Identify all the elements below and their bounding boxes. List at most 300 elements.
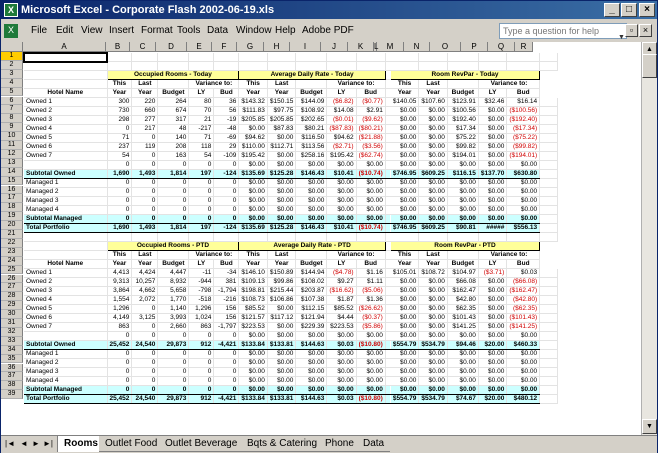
header-ly[interactable]: LY xyxy=(327,260,356,269)
value-cell[interactable]: $0.00 xyxy=(447,206,478,215)
hotel-name-cell[interactable]: Subtotal Owned xyxy=(24,170,107,179)
header-year[interactable]: Year xyxy=(132,89,158,98)
value-cell[interactable]: $0.00 xyxy=(478,161,507,170)
value-cell[interactable]: $133.84 xyxy=(239,395,268,404)
value-cell[interactable]: ($9.62) xyxy=(356,116,385,125)
row-header-36[interactable]: 36 xyxy=(1,364,23,373)
value-cell[interactable]: $0.00 xyxy=(478,215,507,224)
value-cell[interactable]: ($6.82) xyxy=(327,98,356,107)
value-cell[interactable]: 0 xyxy=(214,368,239,377)
row-header-39[interactable]: 39 xyxy=(1,390,23,399)
value-cell[interactable]: 0 xyxy=(214,161,239,170)
value-cell[interactable]: $0.00 xyxy=(478,116,507,125)
value-cell[interactable]: 0 xyxy=(189,179,214,188)
empty-cell[interactable] xyxy=(507,62,540,71)
value-cell[interactable]: ($62.35) xyxy=(507,305,540,314)
value-cell[interactable]: 24,540 xyxy=(132,395,158,404)
empty-cell[interactable] xyxy=(540,170,558,179)
value-cell[interactable]: 2,660 xyxy=(158,323,189,332)
value-cell[interactable]: $0.00 xyxy=(419,215,448,224)
value-cell[interactable]: ($10.74) xyxy=(356,170,385,179)
value-cell[interactable]: 0 xyxy=(158,377,189,386)
value-cell[interactable]: $0.00 xyxy=(507,359,540,368)
column-header-r[interactable]: R xyxy=(515,42,533,52)
header-variance[interactable]: Variance to: xyxy=(327,80,385,89)
menu-format[interactable]: Format xyxy=(141,25,173,36)
hotel-name-cell[interactable]: Owned 5 xyxy=(24,305,107,314)
header-budget[interactable]: Budget xyxy=(158,260,189,269)
scroll-thumb[interactable] xyxy=(642,54,657,78)
tab-outlet-food[interactable]: Outlet Food xyxy=(99,436,163,452)
value-cell[interactable]: 1,554 xyxy=(107,296,132,305)
empty-cell[interactable] xyxy=(540,395,558,404)
row-header-31[interactable]: 31 xyxy=(1,319,23,328)
row-header-17[interactable]: 17 xyxy=(1,194,23,203)
row-header-3[interactable]: 3 xyxy=(1,70,23,79)
row-header-15[interactable]: 15 xyxy=(1,177,23,186)
header-budget[interactable]: Budget xyxy=(158,89,189,98)
value-cell[interactable]: $146.10 xyxy=(239,269,268,278)
value-cell[interactable]: 1,296 xyxy=(107,305,132,314)
empty-cell[interactable] xyxy=(327,62,356,71)
value-cell[interactable]: $0.00 xyxy=(447,359,478,368)
value-cell[interactable]: $630.80 xyxy=(507,170,540,179)
header-last[interactable]: Last xyxy=(419,251,448,260)
value-cell[interactable]: $0.00 xyxy=(327,206,356,215)
row-header-4[interactable]: 4 xyxy=(1,79,23,88)
value-cell[interactable]: $94.62 xyxy=(239,134,268,143)
value-cell[interactable]: $107.60 xyxy=(419,98,448,107)
value-cell[interactable]: $0.00 xyxy=(447,377,478,386)
value-cell[interactable]: 0 xyxy=(107,188,132,197)
value-cell[interactable]: 118 xyxy=(189,143,214,152)
value-cell[interactable]: $554.79 xyxy=(390,395,419,404)
value-cell[interactable]: $0.00 xyxy=(356,386,385,395)
value-cell[interactable]: $0.00 xyxy=(447,215,478,224)
value-cell[interactable]: $202.65 xyxy=(296,116,327,125)
column-header-p[interactable]: P xyxy=(461,42,488,52)
value-cell[interactable]: $460.33 xyxy=(507,341,540,350)
value-cell[interactable]: $0.00 xyxy=(267,206,296,215)
empty-cell[interactable] xyxy=(24,251,107,260)
value-cell[interactable]: $0.00 xyxy=(267,323,296,332)
empty-cell[interactable] xyxy=(356,233,385,242)
empty-cell[interactable] xyxy=(419,53,448,62)
value-cell[interactable]: 317 xyxy=(158,116,189,125)
row-header-27[interactable]: 27 xyxy=(1,283,23,292)
row-header-2[interactable]: 2 xyxy=(1,61,23,70)
value-cell[interactable]: 0 xyxy=(107,179,132,188)
value-cell[interactable]: 0 xyxy=(158,179,189,188)
row-header-23[interactable]: 23 xyxy=(1,248,23,257)
value-cell[interactable]: $556.13 xyxy=(507,224,540,233)
header-bud[interactable]: Bud xyxy=(356,89,385,98)
value-cell[interactable]: $0.00 xyxy=(390,386,419,395)
value-cell[interactable]: ($162.47) xyxy=(507,287,540,296)
value-cell[interactable]: $0.00 xyxy=(327,188,356,197)
value-cell[interactable]: $0.00 xyxy=(327,161,356,170)
value-cell[interactable]: ($2.71) xyxy=(327,143,356,152)
value-cell[interactable]: $107.38 xyxy=(296,296,327,305)
empty-cell[interactable] xyxy=(540,305,558,314)
value-cell[interactable]: $0.00 xyxy=(267,368,296,377)
value-cell[interactable]: $85.52 xyxy=(327,305,356,314)
empty-cell[interactable] xyxy=(540,287,558,296)
value-cell[interactable]: 0 xyxy=(214,179,239,188)
value-cell[interactable]: $223.53 xyxy=(327,323,356,332)
value-cell[interactable]: -518 xyxy=(189,296,214,305)
value-cell[interactable]: $0.00 xyxy=(327,359,356,368)
value-cell[interactable]: -124 xyxy=(214,170,239,179)
header-budget[interactable]: Budget xyxy=(296,260,327,269)
column-header-b[interactable]: B xyxy=(106,42,130,52)
value-cell[interactable]: $135.69 xyxy=(239,170,268,179)
hotel-name-cell[interactable]: Owned 6 xyxy=(24,314,107,323)
row-header-30[interactable]: 30 xyxy=(1,310,23,319)
value-cell[interactable]: 0 xyxy=(189,332,214,341)
row-header-1[interactable]: 1 xyxy=(1,52,23,61)
value-cell[interactable]: 1,024 xyxy=(189,314,214,323)
value-cell[interactable]: $0.00 xyxy=(239,206,268,215)
value-cell[interactable]: $0.00 xyxy=(390,125,419,134)
value-cell[interactable]: 9,313 xyxy=(107,278,132,287)
value-cell[interactable]: 71 xyxy=(107,134,132,143)
empty-cell[interactable] xyxy=(24,80,107,89)
value-cell[interactable]: 0 xyxy=(132,386,158,395)
empty-cell[interactable] xyxy=(447,62,478,71)
value-cell[interactable]: $0.00 xyxy=(390,359,419,368)
value-cell[interactable]: $0.00 xyxy=(478,107,507,116)
header-this[interactable]: This xyxy=(390,80,419,89)
value-cell[interactable]: 71 xyxy=(189,134,214,143)
header-year[interactable]: Year xyxy=(419,260,448,269)
value-cell[interactable]: $1.16 xyxy=(356,269,385,278)
value-cell[interactable]: $0.00 xyxy=(478,287,507,296)
value-cell[interactable]: $0.00 xyxy=(478,278,507,287)
value-cell[interactable]: $0.00 xyxy=(419,134,448,143)
value-cell[interactable]: $0.00 xyxy=(390,377,419,386)
value-cell[interactable]: $0.00 xyxy=(419,161,448,170)
hotel-name-cell[interactable]: Owned 1 xyxy=(24,98,107,107)
hotel-name-cell[interactable]: Owned 5 xyxy=(24,134,107,143)
value-cell[interactable]: $205.85 xyxy=(239,116,268,125)
value-cell[interactable]: $215.44 xyxy=(267,287,296,296)
value-cell[interactable]: 0 xyxy=(189,377,214,386)
empty-cell[interactable] xyxy=(327,53,356,62)
value-cell[interactable]: $0.00 xyxy=(419,152,448,161)
value-cell[interactable]: $198.81 xyxy=(239,287,268,296)
value-cell[interactable]: $0.00 xyxy=(390,107,419,116)
value-cell[interactable]: 1,493 xyxy=(132,224,158,233)
value-cell[interactable]: $0.00 xyxy=(507,332,540,341)
value-cell[interactable]: $62.35 xyxy=(447,305,478,314)
empty-cell[interactable] xyxy=(540,197,558,206)
value-cell[interactable]: 3,125 xyxy=(132,314,158,323)
header-variance[interactable]: Variance to: xyxy=(189,251,239,260)
minimize-button[interactable]: _ xyxy=(604,3,620,17)
row-header-10[interactable]: 10 xyxy=(1,132,23,141)
value-cell[interactable]: 197 xyxy=(189,170,214,179)
value-cell[interactable]: $0.00 xyxy=(419,350,448,359)
header-budget[interactable]: Budget xyxy=(447,260,478,269)
column-header-f[interactable]: F xyxy=(212,42,237,52)
value-cell[interactable]: $14.08 xyxy=(327,107,356,116)
header-bud[interactable]: Bud xyxy=(507,260,540,269)
value-cell[interactable]: $0.00 xyxy=(390,134,419,143)
value-cell[interactable]: $0.00 xyxy=(447,161,478,170)
value-cell[interactable]: $0.00 xyxy=(390,368,419,377)
value-cell[interactable]: $141.25 xyxy=(447,323,478,332)
value-cell[interactable]: 1,493 xyxy=(132,170,158,179)
value-cell[interactable]: $0.00 xyxy=(478,143,507,152)
last-sheet-icon[interactable]: ►| xyxy=(43,439,53,448)
column-header-e[interactable]: E xyxy=(187,42,212,52)
value-cell[interactable]: $123.91 xyxy=(447,98,478,107)
value-cell[interactable]: $111.83 xyxy=(239,107,268,116)
value-cell[interactable]: $192.40 xyxy=(447,116,478,125)
value-cell[interactable]: 1,690 xyxy=(107,170,132,179)
value-cell[interactable]: 0 xyxy=(107,386,132,395)
value-cell[interactable]: $85.52 xyxy=(239,305,268,314)
header-ly[interactable]: LY xyxy=(189,89,214,98)
value-cell[interactable]: $0.00 xyxy=(447,197,478,206)
value-cell[interactable]: 0 xyxy=(214,377,239,386)
value-cell[interactable]: 25,452 xyxy=(107,395,132,404)
value-cell[interactable]: 156 xyxy=(214,305,239,314)
value-cell[interactable]: $205.85 xyxy=(267,116,296,125)
value-cell[interactable]: $162.47 xyxy=(447,287,478,296)
empty-cell[interactable] xyxy=(507,53,540,62)
hotel-name-cell[interactable]: Owned 3 xyxy=(24,116,107,125)
value-cell[interactable]: $0.00 xyxy=(478,350,507,359)
value-cell[interactable]: 300 xyxy=(107,98,132,107)
value-cell[interactable]: $94.46 xyxy=(447,341,478,350)
excel-app-icon[interactable]: X xyxy=(4,3,18,17)
value-cell[interactable]: $0.00 xyxy=(447,188,478,197)
value-cell[interactable]: 674 xyxy=(158,107,189,116)
row-header-21[interactable]: 21 xyxy=(1,230,23,239)
value-cell[interactable]: 25,452 xyxy=(107,341,132,350)
empty-cell[interactable] xyxy=(478,53,507,62)
value-cell[interactable]: ($101.43) xyxy=(507,314,540,323)
empty-cell[interactable] xyxy=(540,341,558,350)
row-header-29[interactable]: 29 xyxy=(1,301,23,310)
menu-window[interactable]: Window xyxy=(236,25,272,36)
value-cell[interactable]: 4,447 xyxy=(158,269,189,278)
value-cell[interactable]: $0.00 xyxy=(478,152,507,161)
value-cell[interactable]: ($16.62) xyxy=(327,287,356,296)
value-cell[interactable]: 0 xyxy=(214,197,239,206)
prev-sheet-icon[interactable]: ◄ xyxy=(20,439,28,448)
value-cell[interactable]: $0.00 xyxy=(507,161,540,170)
value-cell[interactable]: $0.00 xyxy=(327,215,356,224)
value-cell[interactable]: $0.00 xyxy=(327,179,356,188)
empty-cell[interactable] xyxy=(540,368,558,377)
value-cell[interactable]: 54 xyxy=(189,152,214,161)
value-cell[interactable]: $0.00 xyxy=(447,350,478,359)
title-bar[interactable] xyxy=(1,1,657,19)
value-cell[interactable]: -48 xyxy=(214,125,239,134)
value-cell[interactable]: 0 xyxy=(107,368,132,377)
value-cell[interactable]: $0.00 xyxy=(356,377,385,386)
empty-cell[interactable] xyxy=(540,323,558,332)
value-cell[interactable]: $0.00 xyxy=(327,368,356,377)
value-cell[interactable]: ##### xyxy=(478,224,507,233)
row-header-18[interactable]: 18 xyxy=(1,203,23,212)
value-cell[interactable]: $0.00 xyxy=(447,368,478,377)
value-cell[interactable]: $42.80 xyxy=(447,296,478,305)
header-last[interactable]: Last xyxy=(267,80,296,89)
value-cell[interactable]: ($26.62) xyxy=(356,305,385,314)
value-cell[interactable]: -217 xyxy=(189,125,214,134)
value-cell[interactable]: $0.00 xyxy=(419,359,448,368)
value-cell[interactable]: -19 xyxy=(214,116,239,125)
select-all-corner[interactable] xyxy=(1,42,23,52)
value-cell[interactable]: 0 xyxy=(158,215,189,224)
value-cell[interactable]: 0 xyxy=(132,134,158,143)
value-cell[interactable]: 730 xyxy=(107,107,132,116)
value-cell[interactable]: ($0.77) xyxy=(356,98,385,107)
value-cell[interactable]: $0.00 xyxy=(356,197,385,206)
value-cell[interactable]: 0 xyxy=(189,386,214,395)
empty-cell[interactable] xyxy=(24,233,107,242)
value-cell[interactable]: $554.79 xyxy=(390,341,419,350)
value-cell[interactable]: $99.86 xyxy=(267,278,296,287)
value-cell[interactable]: $0.00 xyxy=(478,197,507,206)
value-cell[interactable]: $0.00 xyxy=(296,350,327,359)
empty-cell[interactable] xyxy=(158,80,189,89)
value-cell[interactable]: $0.00 xyxy=(356,350,385,359)
value-cell[interactable]: $108.73 xyxy=(239,296,268,305)
value-cell[interactable]: $9.27 xyxy=(327,278,356,287)
value-cell[interactable]: 0 xyxy=(107,206,132,215)
empty-cell[interactable] xyxy=(296,62,327,71)
header-year[interactable]: Year xyxy=(107,260,132,269)
empty-cell[interactable] xyxy=(296,53,327,62)
value-cell[interactable]: $133.81 xyxy=(267,341,296,350)
column-header-h[interactable]: H xyxy=(264,42,290,52)
header-year[interactable]: Year xyxy=(390,89,419,98)
section-title[interactable]: Occupied Rooms - Today xyxy=(107,71,239,80)
value-cell[interactable]: $229.39 xyxy=(296,323,327,332)
value-cell[interactable]: $0.00 xyxy=(390,197,419,206)
row-header-5[interactable]: 5 xyxy=(1,88,23,97)
value-cell[interactable]: $0.00 xyxy=(239,359,268,368)
empty-cell[interactable] xyxy=(478,233,507,242)
value-cell[interactable]: $0.00 xyxy=(478,359,507,368)
value-cell[interactable]: $0.00 xyxy=(447,332,478,341)
value-cell[interactable]: $97.75 xyxy=(267,107,296,116)
row-header-20[interactable]: 20 xyxy=(1,221,23,230)
selected-cell-a1[interactable] xyxy=(24,53,107,62)
value-cell[interactable]: 24,540 xyxy=(132,341,158,350)
value-cell[interactable]: $0.00 xyxy=(419,143,448,152)
column-header-o[interactable]: O xyxy=(430,42,461,52)
value-cell[interactable]: $0.00 xyxy=(327,197,356,206)
value-cell[interactable]: 0 xyxy=(189,350,214,359)
value-cell[interactable]: $146.43 xyxy=(296,224,327,233)
value-cell[interactable]: $0.00 xyxy=(419,287,448,296)
value-cell[interactable]: -1,797 xyxy=(214,323,239,332)
value-cell[interactable]: -4,421 xyxy=(214,341,239,350)
value-cell[interactable]: 0 xyxy=(189,359,214,368)
value-cell[interactable]: $0.00 xyxy=(419,179,448,188)
empty-cell[interactable] xyxy=(267,233,296,242)
value-cell[interactable]: $109.13 xyxy=(239,278,268,287)
value-cell[interactable]: 4,413 xyxy=(107,269,132,278)
empty-cell[interactable] xyxy=(540,179,558,188)
empty-cell[interactable] xyxy=(540,278,558,287)
value-cell[interactable]: ($141.25) xyxy=(507,323,540,332)
value-cell[interactable]: $0.03 xyxy=(327,395,356,404)
value-cell[interactable]: $0.00 xyxy=(390,188,419,197)
value-cell[interactable]: $0.00 xyxy=(419,116,448,125)
header-last[interactable]: Last xyxy=(419,80,448,89)
header-last[interactable]: Last xyxy=(267,251,296,260)
value-cell[interactable]: $150.89 xyxy=(267,269,296,278)
row-header-28[interactable]: 28 xyxy=(1,292,23,301)
value-cell[interactable]: $0.00 xyxy=(478,386,507,395)
value-cell[interactable]: $0.00 xyxy=(390,116,419,125)
empty-cell[interactable] xyxy=(356,62,385,71)
section-title[interactable]: Occupied Rooms - PTD xyxy=(107,242,239,251)
value-cell[interactable]: $0.00 xyxy=(356,332,385,341)
value-cell[interactable]: $0.00 xyxy=(267,332,296,341)
empty-cell[interactable] xyxy=(296,233,327,242)
value-cell[interactable]: 208 xyxy=(158,143,189,152)
value-cell[interactable]: $746.95 xyxy=(390,170,419,179)
value-cell[interactable]: $0.00 xyxy=(239,332,268,341)
empty-cell[interactable] xyxy=(296,80,327,89)
header-year[interactable]: Year xyxy=(107,89,132,98)
empty-cell[interactable] xyxy=(239,62,268,71)
value-cell[interactable]: 70 xyxy=(189,107,214,116)
value-cell[interactable]: 220 xyxy=(132,98,158,107)
hotel-name-cell[interactable]: Owned 6 xyxy=(24,143,107,152)
empty-cell[interactable] xyxy=(540,188,558,197)
value-cell[interactable]: 0 xyxy=(132,179,158,188)
value-cell[interactable]: $2.91 xyxy=(356,107,385,116)
value-cell[interactable]: $0.00 xyxy=(356,206,385,215)
value-cell[interactable]: $105.01 xyxy=(390,269,419,278)
value-cell[interactable]: 56 xyxy=(214,107,239,116)
row-header-32[interactable]: 32 xyxy=(1,328,23,337)
value-cell[interactable]: 48 xyxy=(158,125,189,134)
hotel-name-cell[interactable]: Managed 2 xyxy=(24,188,107,197)
value-cell[interactable]: -1,794 xyxy=(214,287,239,296)
value-cell[interactable]: $116.15 xyxy=(447,170,478,179)
value-cell[interactable]: $0.00 xyxy=(239,188,268,197)
value-cell[interactable]: 0 xyxy=(107,332,132,341)
row-header-26[interactable]: 26 xyxy=(1,275,23,284)
row-header-6[interactable]: 6 xyxy=(1,97,23,106)
value-cell[interactable]: $0.00 xyxy=(239,197,268,206)
value-cell[interactable]: $1.36 xyxy=(356,296,385,305)
empty-cell[interactable] xyxy=(239,53,268,62)
workbook-icon[interactable]: X xyxy=(4,24,18,38)
value-cell[interactable]: 2,072 xyxy=(132,296,158,305)
column-header-a[interactable]: A xyxy=(23,42,106,52)
empty-cell[interactable] xyxy=(107,53,132,62)
row-header-34[interactable]: 34 xyxy=(1,346,23,355)
value-cell[interactable]: ($75.22) xyxy=(507,134,540,143)
hotel-name-cell[interactable]: Owned 4 xyxy=(24,296,107,305)
value-cell[interactable]: 0 xyxy=(132,350,158,359)
value-cell[interactable]: -798 xyxy=(189,287,214,296)
scroll-up-icon[interactable]: ▲ xyxy=(642,42,657,57)
value-cell[interactable]: $0.00 xyxy=(267,197,296,206)
empty-cell[interactable] xyxy=(507,233,540,242)
